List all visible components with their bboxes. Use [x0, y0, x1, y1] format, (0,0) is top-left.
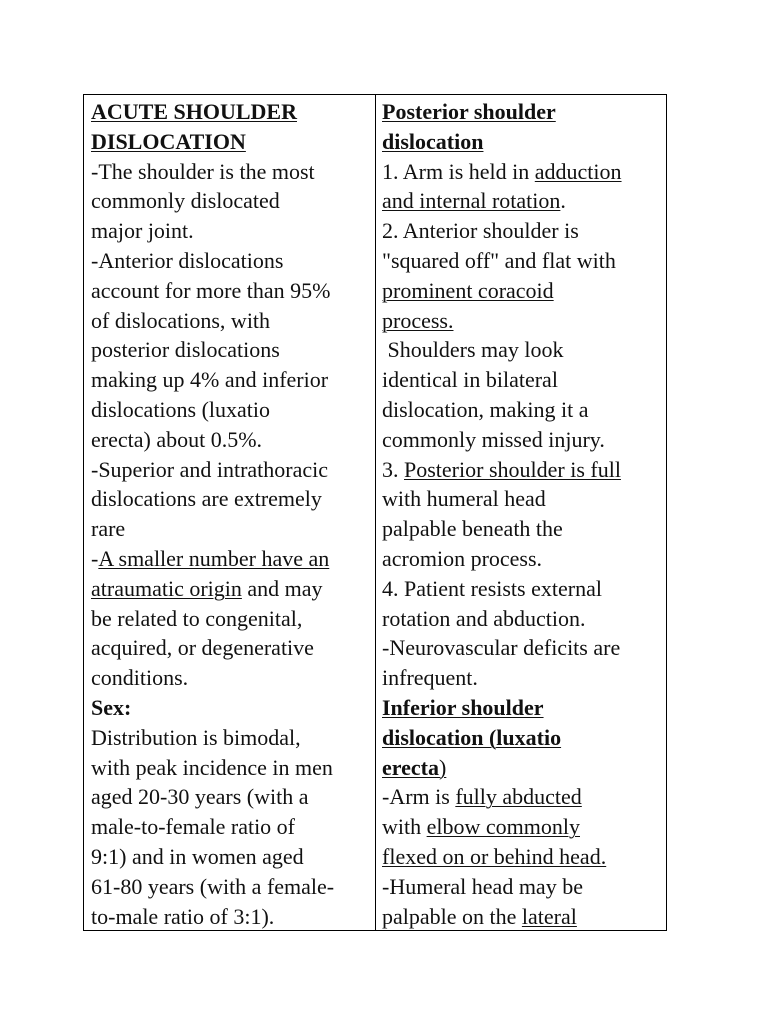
inferior-title-line-3 [382, 753, 666, 783]
left-p4-line: acquired, or degenerative [91, 635, 314, 661]
left-p2-line: dislocations (luxatio [91, 396, 271, 422]
flexed-line: flexed on or behind head. [382, 843, 607, 869]
item3-line-1 [382, 455, 666, 485]
underlined-phrase: lateral [521, 903, 577, 929]
right-column [376, 95, 666, 930]
left-p2-line: making up 4% and inferior [91, 367, 329, 393]
right-title-line-2: dislocation [382, 128, 484, 154]
text-run: and may [241, 575, 323, 601]
left-title-line-2: DISLOCATION [91, 128, 246, 154]
palpable-line [382, 902, 666, 930]
left-p2-line: of dislocations, with [91, 307, 271, 333]
sex-line: 9:1) and in women aged [91, 843, 304, 869]
sex-line: male-to-female ratio of [91, 814, 296, 840]
with-line [382, 812, 666, 842]
left-p1-line: major joint. [91, 218, 194, 244]
left-p3-line: dislocations are extremely [91, 486, 322, 512]
item3-line: palpable beneath the [382, 516, 563, 542]
left-p4-line-1 [91, 544, 375, 574]
underlined-phrase: fully abducted [455, 784, 582, 810]
item1-line-1 [382, 157, 666, 187]
dash-prefix: - [91, 545, 99, 571]
left-p4-line: be related to congenital, [91, 605, 303, 631]
note-line: commonly missed injury. [382, 426, 605, 452]
underlined-phrase: Posterior shoulder is full [404, 456, 621, 482]
arm-line [382, 782, 666, 812]
item4-line: rotation and abduction. [382, 605, 586, 631]
underlined-phrase: A smaller number have an [98, 545, 330, 571]
left-p2-line: account for more than 95% [91, 277, 331, 303]
left-column [84, 95, 376, 930]
item3-line: with humeral head [382, 486, 546, 512]
left-p2-line: erecta) about 0.5%. [91, 426, 263, 452]
underlined-phrase: atraumatic origin [91, 575, 242, 601]
text-run: ) [439, 754, 447, 780]
item3-line: acromion process. [382, 545, 543, 571]
left-p3-line: -Superior and intrathoracic [91, 456, 329, 482]
item1-line-2 [382, 186, 666, 216]
text-run: -Arm is [382, 784, 456, 810]
item2-line: "squared off" and flat with [382, 247, 616, 273]
note-line: dislocation, making it a [382, 396, 589, 422]
left-title-line-1: ACUTE SHOULDER [91, 99, 297, 124]
two-column-table [83, 94, 667, 931]
humeral-line: -Humeral head may be [382, 873, 583, 899]
sex-line: Distribution is bimodal, [91, 724, 301, 750]
underlined-phrase: erecta [382, 754, 439, 780]
left-p1-line: -The shoulder is the most [91, 158, 315, 184]
item2-underlined-line: process. [382, 307, 454, 333]
item2-underlined-line: prominent coracoid [382, 277, 554, 303]
sex-line: aged 20-30 years (with a [91, 784, 309, 810]
note-line: Shoulders may look [382, 337, 564, 363]
item4-line: 4. Patient resists external [382, 575, 602, 601]
note-line: identical in bilateral [382, 367, 558, 393]
text-run: palpable on the [382, 903, 522, 929]
left-p2-line: -Anterior dislocations [91, 247, 284, 273]
item2-line: 2. Anterior shoulder is [382, 218, 579, 244]
sex-heading: Sex: [91, 694, 132, 720]
inferior-title-line-1: Inferior shoulder [382, 694, 544, 720]
left-p2-line: posterior dislocations [91, 337, 280, 363]
left-p1-line: commonly dislocated [91, 188, 280, 214]
sex-line: with peak incidence in men [91, 754, 333, 780]
left-p4-line: conditions. [91, 665, 189, 691]
underlined-phrase: adduction [534, 158, 622, 184]
sex-line: 61-80 years (with a female- [91, 873, 335, 899]
left-p4-line-2 [91, 574, 375, 604]
text-run: 3. [382, 456, 404, 482]
neuro-line: -Neurovascular deficits are [382, 635, 621, 661]
inferior-title-line-2: dislocation (luxatio [382, 724, 562, 750]
right-title-line-1: Posterior shoulder [382, 99, 556, 124]
text-run: with [382, 814, 427, 840]
text-run: . [560, 188, 566, 214]
neuro-line: infrequent. [382, 665, 478, 691]
underlined-phrase: and internal rotation [382, 188, 561, 214]
left-p3-line: rare [91, 516, 126, 542]
text-run: 1. Arm is held in [382, 158, 535, 184]
sex-line: to-male ratio of 3:1). [91, 903, 275, 929]
underlined-phrase: elbow commonly [426, 814, 580, 840]
